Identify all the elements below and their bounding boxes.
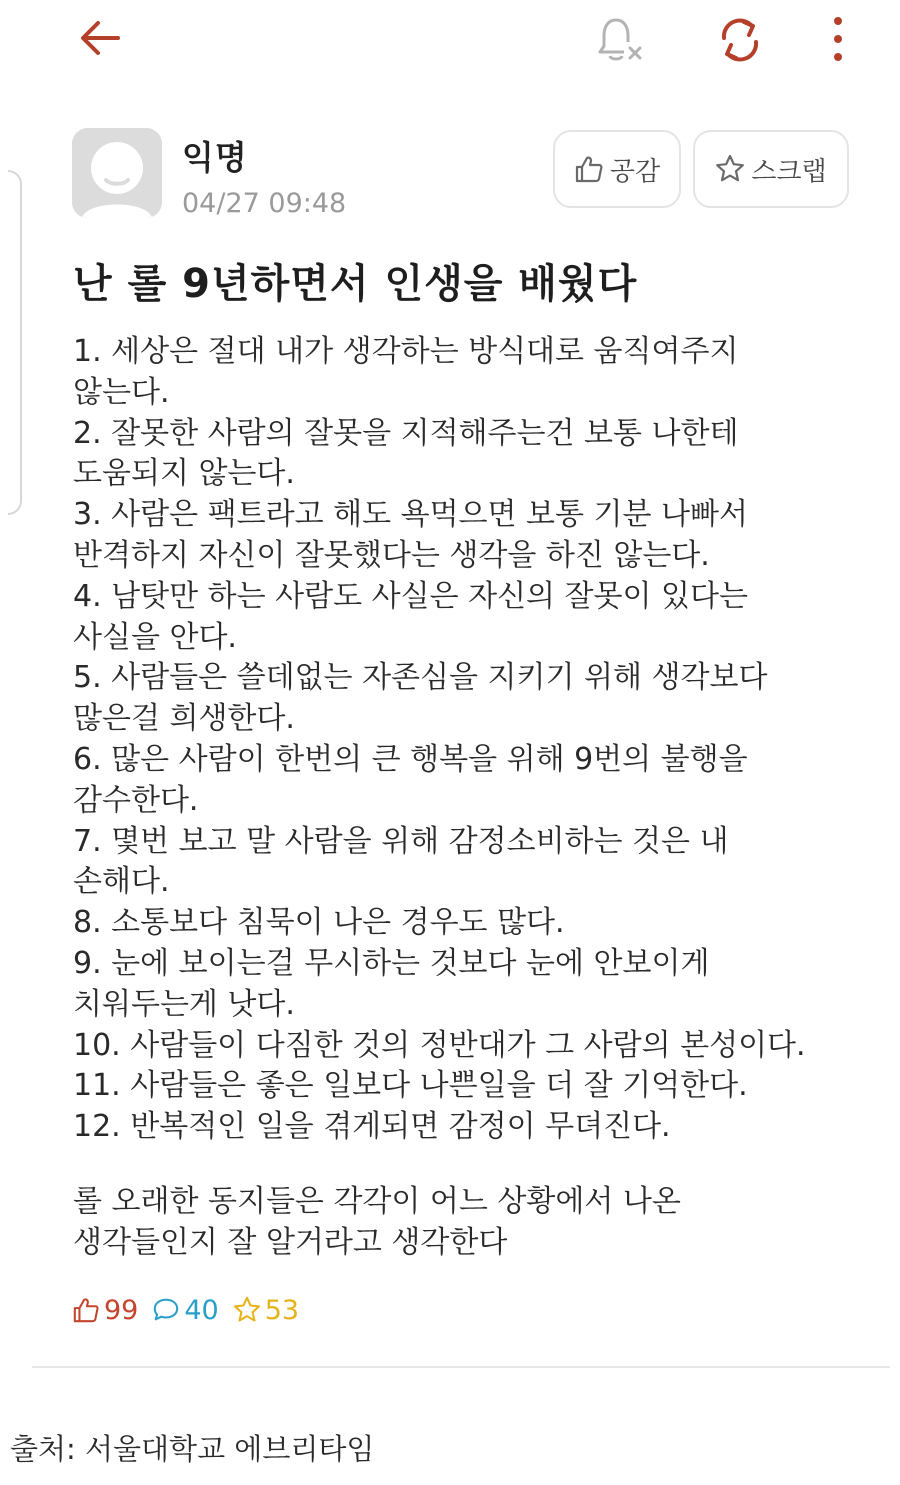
star-icon <box>715 154 745 184</box>
body-line: 감수한다. <box>73 782 199 818</box>
body-line: 3. 사람은 팩트라고 해도 욕먹으면 보통 기분 나빠서 <box>73 497 748 533</box>
comment-icon <box>152 1296 180 1324</box>
closing-line: 생각들인지 잘 알거라고 생각한다 <box>73 1224 508 1260</box>
avatar <box>72 128 162 218</box>
refresh-icon[interactable] <box>716 16 764 64</box>
body-line: 9. 눈에 보이는걸 무시하는 것보다 눈에 안보이게 <box>73 945 710 981</box>
like-count <box>72 1295 138 1326</box>
comment-count <box>152 1295 218 1326</box>
body-line: 7. 몇번 보고 말 사람을 위해 감정소비하는 것은 내 <box>73 823 729 859</box>
closing-line: 롤 오래한 동지들은 각각이 어느 상황에서 나온 <box>73 1184 681 1219</box>
divider <box>32 1366 890 1368</box>
star-icon <box>233 1296 261 1324</box>
default-avatar-icon <box>72 128 162 218</box>
like-button[interactable] <box>553 130 681 208</box>
body-line: 8. 소통보다 침묵이 나은 경우도 많다. <box>73 905 565 941</box>
body-line: 1. 세상은 절대 내가 생각하는 방식대로 움직여주지 <box>73 334 739 369</box>
author-name: 익명 <box>182 138 248 177</box>
more-vertical-icon[interactable] <box>828 14 848 64</box>
body-line: 않는다. <box>73 374 170 410</box>
scrap-button[interactable] <box>693 130 849 208</box>
bell-off-icon[interactable] <box>596 16 646 64</box>
scrap-count <box>233 1295 299 1326</box>
scroll-edge-handle[interactable] <box>8 170 22 515</box>
source-caption: 출처: 서울대학교 에브리타임 <box>10 1432 375 1466</box>
thumbs-up-icon <box>574 154 604 184</box>
post-title: 난 롤 9년하면서 인생을 배웠다 <box>73 261 638 307</box>
top-bar <box>0 0 900 80</box>
body-line: 11. 사람들은 좋은 일보다 나쁜일을 더 잘 기억한다. <box>73 1068 748 1104</box>
body-line: 5. 사람들은 쓸데없는 자존심을 지키기 위해 생각보다 <box>73 660 768 696</box>
comment-count-value: 40 <box>184 1294 219 1326</box>
body-line: 사실을 안다. <box>73 619 237 655</box>
like-count-value: 99 <box>104 1294 139 1326</box>
post-time: 04/27 09:48 <box>182 188 347 219</box>
arrow-left-icon[interactable] <box>78 18 122 58</box>
body-line: 10. 사람들이 다짐한 것의 정반대가 그 사람의 본성이다. <box>73 1027 806 1063</box>
body-line: 6. 많은 사람이 한번의 큰 행복을 위해 9번의 불행을 <box>73 741 748 777</box>
scrap-count-value: 53 <box>264 1294 300 1326</box>
body-line: 치워두는게 낫다. <box>73 986 295 1022</box>
body-line: 2. 잘못한 사람의 잘못을 지적해주는건 보통 나한테 <box>73 415 739 451</box>
post-closing <box>73 1182 681 1264</box>
scrap-button-label: 스크랩 <box>751 156 827 187</box>
body-line: 4. 남탓만 하는 사람도 사실은 자신의 잘못이 있다는 <box>73 578 748 614</box>
post-body <box>73 332 873 1148</box>
body-line: 반격하지 자신이 잘못했다는 생각을 하진 않는다. <box>73 537 710 573</box>
body-line: 많은걸 희생한다. <box>73 701 295 737</box>
like-button-label: 공감 <box>609 156 661 187</box>
body-line: 손해다. <box>73 864 170 900</box>
thumbs-up-icon <box>72 1296 100 1324</box>
body-line: 12. 반복적인 일을 겪게되면 감정이 무뎌진다. <box>73 1109 671 1145</box>
body-line: 도움되지 않는다. <box>73 456 295 492</box>
post-stats <box>72 1290 313 1330</box>
